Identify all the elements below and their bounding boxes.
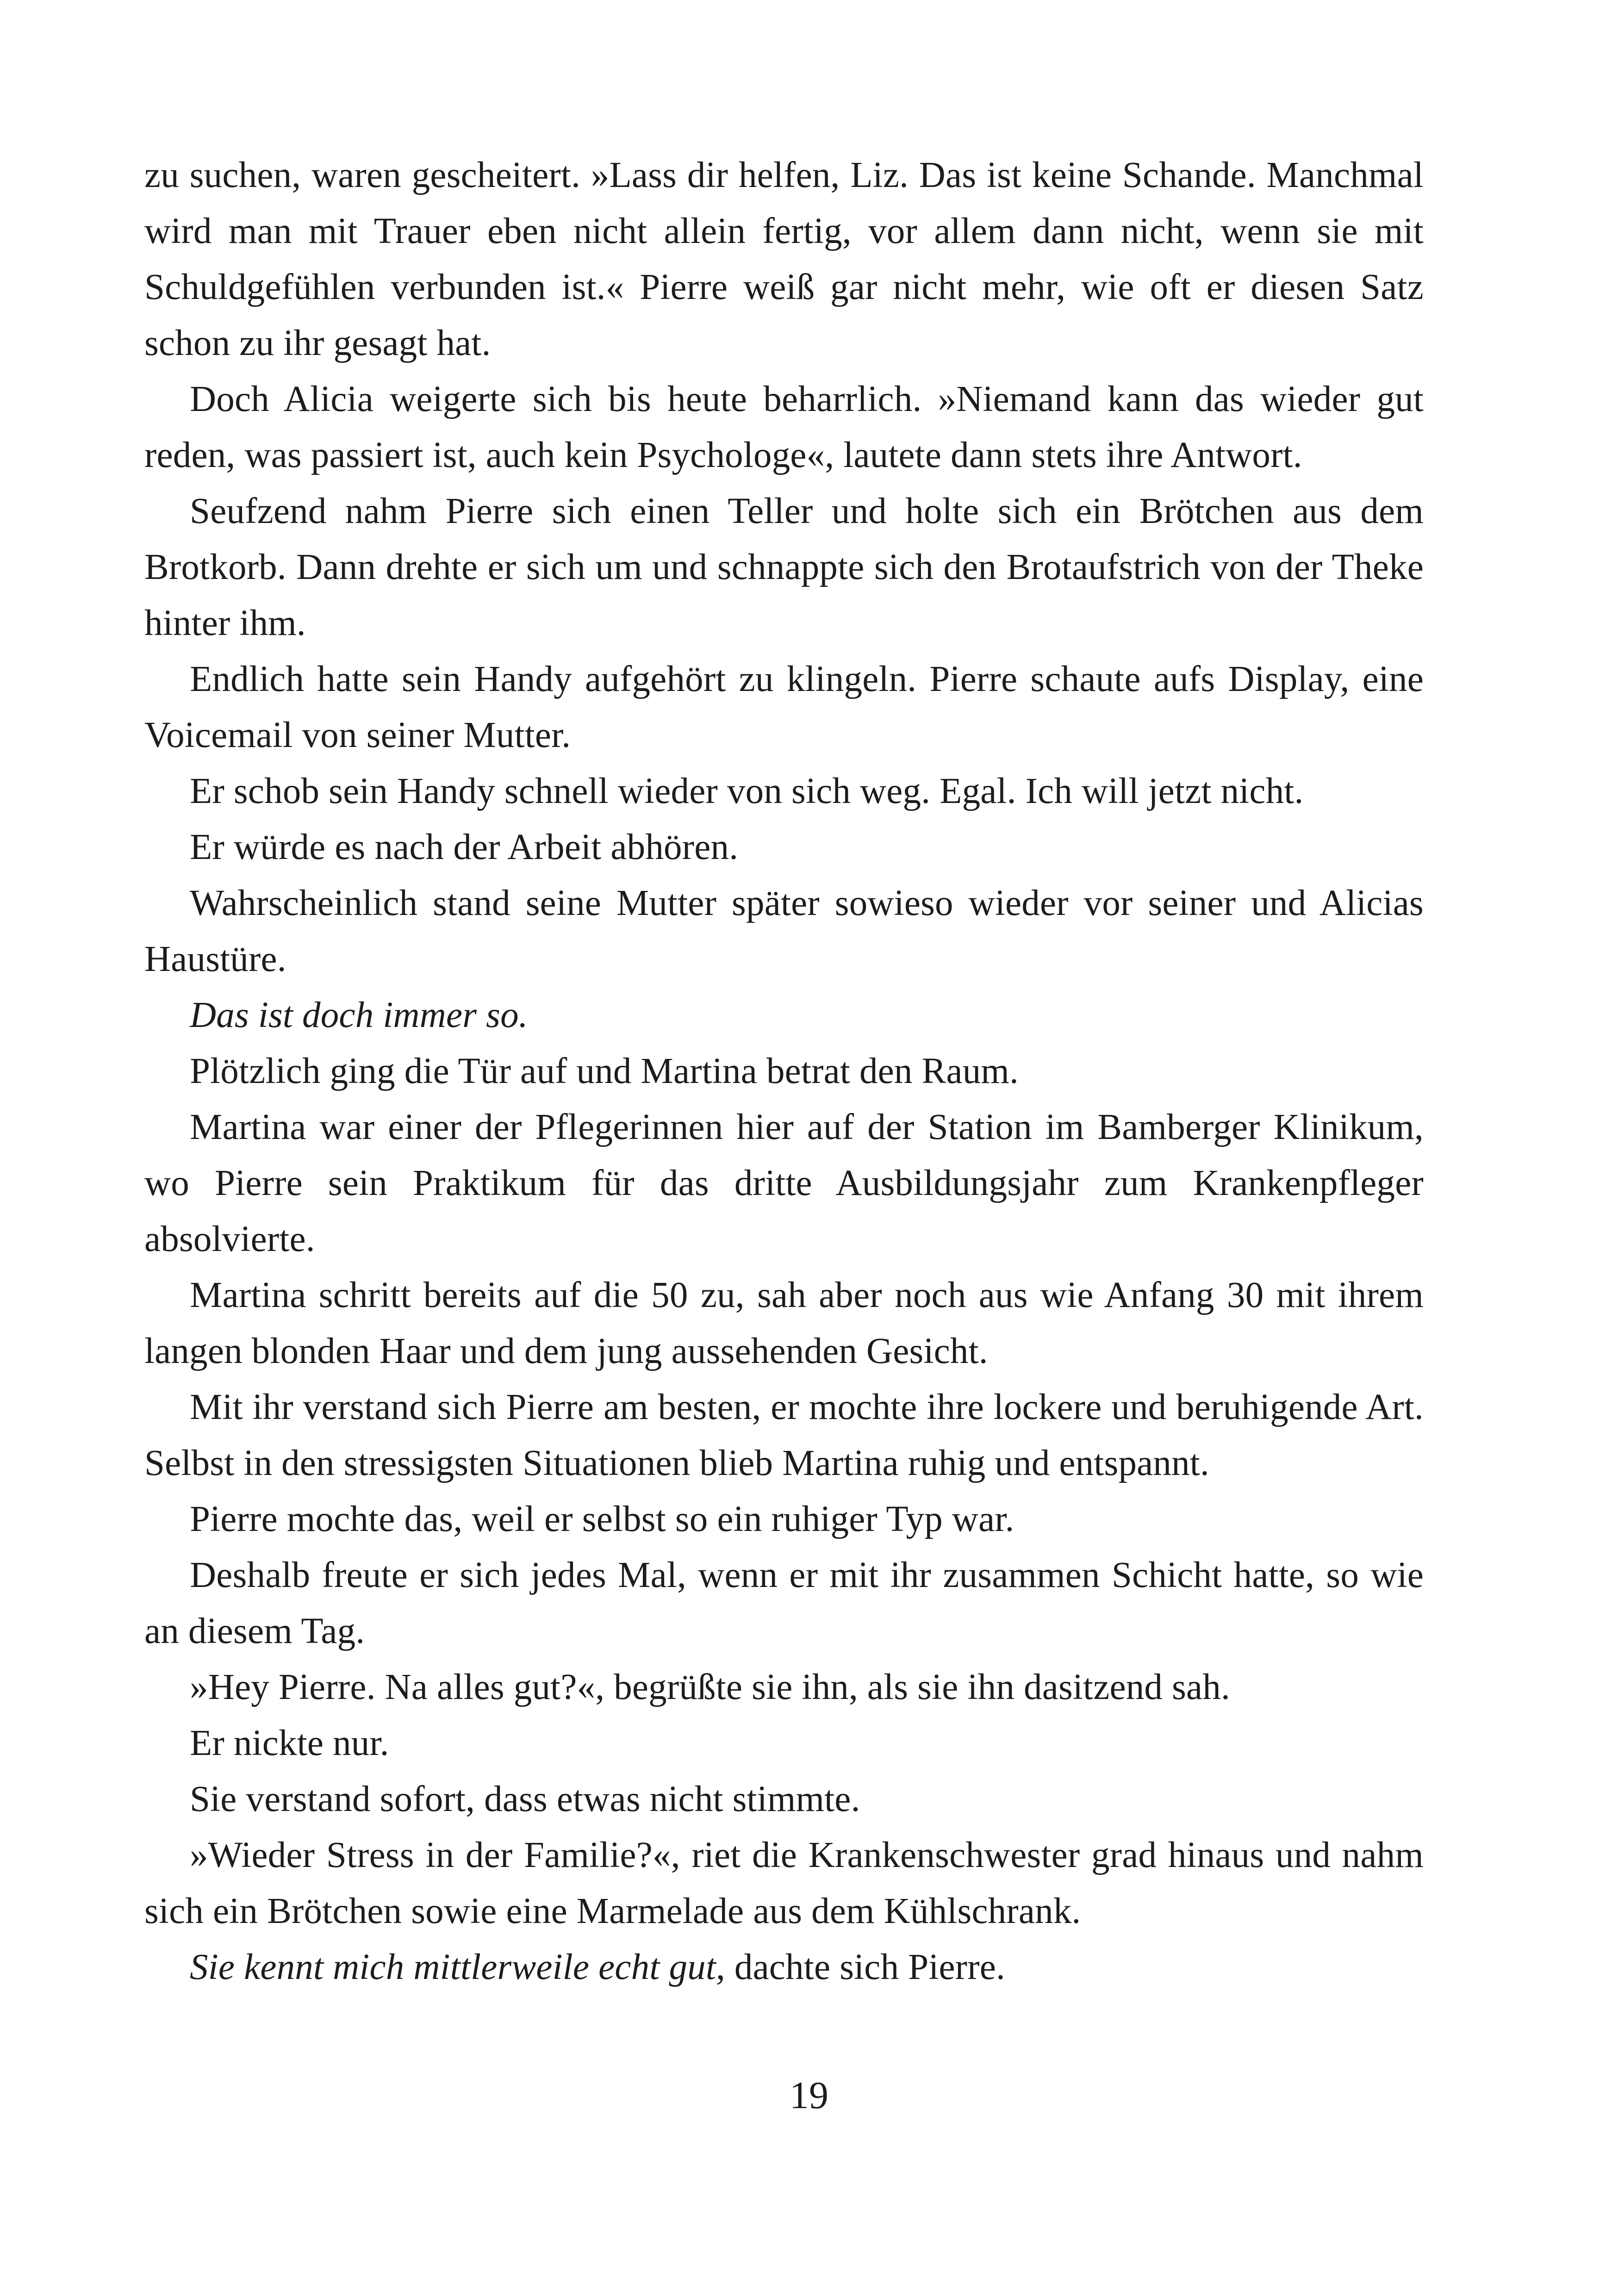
paragraph-3-text: Seufzend nahm Pierre sich einen Teller und holte sich ein Brötchen aus dem Brotkorb. Dann drehte er sich um und schnappte sich den Brotaufstrich von der Theke hinter ihm.	[144, 491, 1424, 643]
paragraph-5	[144, 763, 1424, 819]
body-text	[144, 147, 1424, 1995]
paragraph-10	[144, 1099, 1424, 1267]
paragraph-7-text: Wahrscheinlich stand seine Mutter später sowieso wieder vor seiner und Alicias Haustüre.	[144, 883, 1424, 979]
paragraph-15	[144, 1659, 1424, 1715]
paragraph-12	[144, 1379, 1424, 1491]
paragraph-13	[144, 1491, 1424, 1547]
paragraph-10-text: Martina war einer der Pflegerinnen hier auf der Station im Bamberger Klinikum, wo Pierre sein Praktikum für das dritte Ausbildungsjahr zum Krankenpfleger absolvierte.	[144, 1107, 1424, 1259]
paragraph-19	[144, 1939, 1424, 1995]
paragraph-2	[144, 371, 1424, 483]
paragraph-4-text: Endlich hatte sein Handy aufgehört zu klingeln. Pierre schaute aufs Display, eine Voicemail von seiner Mutter.	[144, 659, 1424, 755]
paragraph-17-text: Sie verstand sofort, dass etwas nicht stimmte.	[190, 1779, 860, 1819]
paragraph-11-text: Martina schritt bereits auf die 50 zu, sah aber noch aus wie Anfang 30 mit ihrem langen blonden Haar und dem jung aussehenden Gesicht.	[144, 1275, 1424, 1371]
paragraph-16-text: Er nickte nur.	[190, 1723, 389, 1763]
paragraph-12-text: Mit ihr verstand sich Pierre am besten, er mochte ihre lockere und beruhigende Art. Selbst in den stressigsten Situationen blieb Martina ruhig und entspannt.	[144, 1387, 1424, 1483]
paragraph-6-text: Er würde es nach der Arbeit abhören.	[190, 827, 739, 867]
paragraph-8	[144, 987, 1424, 1043]
paragraph-6	[144, 819, 1424, 875]
paragraph-14	[144, 1547, 1424, 1659]
paragraph-17	[144, 1771, 1424, 1827]
paragraph-18-text: »Wieder Stress in der Familie?«, riet die Krankenschwester grad hinaus und nahm sich ein Brötchen sowie eine Marmelade aus dem Kühlschrank.	[144, 1835, 1424, 1931]
paragraph-13-text: Pierre mochte das, weil er selbst so ein ruhiger Typ war.	[190, 1499, 1014, 1539]
paragraph-19-italic: Sie kennt mich mittlerweile echt gut	[190, 1947, 716, 1987]
paragraph-7	[144, 875, 1424, 987]
paragraph-16	[144, 1715, 1424, 1771]
paragraph-3	[144, 483, 1424, 651]
paragraph-2-text: Doch Alicia weigerte sich bis heute beharrlich. »Niemand kann das wieder gut reden, was passiert ist, auch kein Psychologe«, lautete dann stets ihre Antwort.	[144, 379, 1424, 475]
paragraph-9	[144, 1043, 1424, 1099]
paragraph-1	[144, 147, 1424, 371]
paragraph-5-text: Er schob sein Handy schnell wieder von sich weg. Egal. Ich will jetzt nicht.	[190, 771, 1304, 811]
paragraph-4	[144, 651, 1424, 763]
paragraph-9-text: Plötzlich ging die Tür auf und Martina betrat den Raum.	[190, 1051, 1019, 1091]
paragraph-15-text: »Hey Pierre. Na alles gut?«, begrüßte sie ihn, als sie ihn dasitzend sah.	[190, 1667, 1230, 1707]
paragraph-1-text: zu suchen, waren gescheitert. »Lass dir helfen, Liz. Das ist keine Schande. Manchmal wird man mit Trauer eben nicht allein fertig, vor allem dann nicht, wenn sie mit Schuldgefühlen verbunden ist.« Pierre weiß gar nicht mehr, wie oft er diesen Satz schon zu ihr gesagt hat.	[144, 155, 1424, 363]
paragraph-19-text: , dachte sich Pierre.	[716, 1947, 1005, 1987]
paragraph-18	[144, 1827, 1424, 1939]
page-number: 19	[790, 2074, 828, 2117]
paragraph-14-text: Deshalb freute er sich jedes Mal, wenn er mit ihr zusammen Schicht hatte, so wie an diesem Tag.	[144, 1555, 1424, 1651]
paragraph-11	[144, 1267, 1424, 1379]
paragraph-8-italic: Das ist doch immer so.	[190, 995, 528, 1035]
